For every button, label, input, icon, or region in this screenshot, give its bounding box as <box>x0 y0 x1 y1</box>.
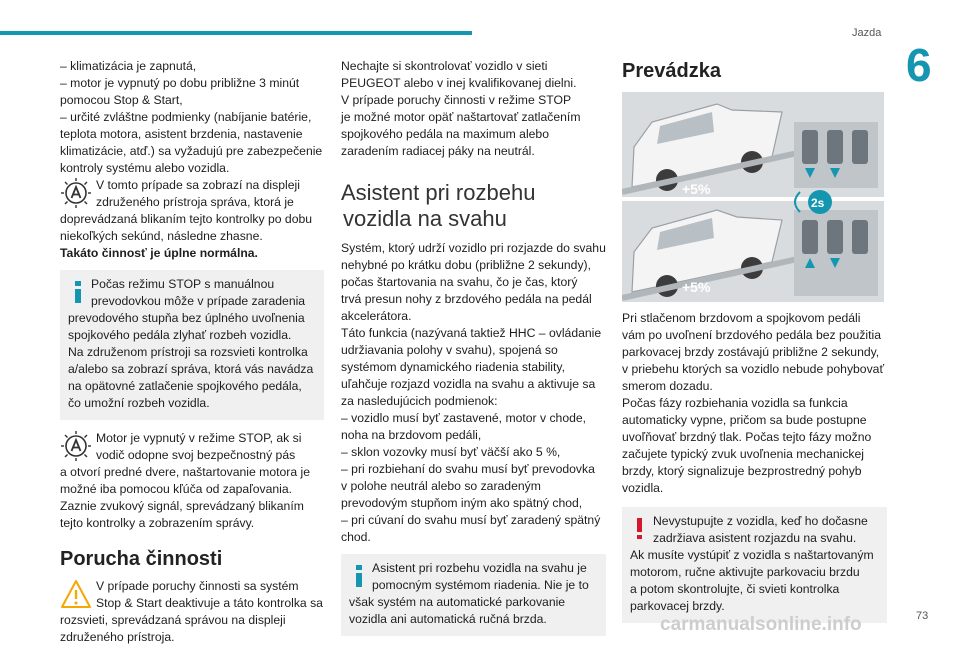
heading-line: vozidla na svahu <box>343 206 507 231</box>
text-line: prevodového stupňa bez úplného uvoľnenia <box>68 311 305 325</box>
slope-label-bottom: +5% <box>682 279 711 295</box>
text-line: však systém na automatické parkovanie <box>349 595 566 609</box>
text-line: vozidla. <box>622 481 664 495</box>
text-line: vodič odopne svoj bezpečnostný pás <box>96 448 296 462</box>
text-line: – určité zvláštne podmienky (nabíjanie batérie, <box>60 110 312 124</box>
text-line: V tomto prípade sa zobrazí na displeji <box>96 178 300 192</box>
text-line: parkovacej brzdy zostávajú približne 2 sekundy, <box>622 345 880 359</box>
text-line: prevodovkou môže v prípade zaradenia <box>91 294 306 308</box>
info-icon <box>356 565 362 587</box>
illustration-graphic <box>622 92 884 302</box>
header-accent-bar <box>0 31 472 35</box>
text-line: počas štartovania na svahu, čo je čas, ktorý <box>341 275 578 289</box>
text-line: Zaznie zvukový signál, sprevádzaný blikaním <box>60 499 304 513</box>
text-line: za nasledujúcich podmienok: <box>341 394 498 408</box>
text-line: čo umožní rozbeh vozidla. <box>68 396 210 410</box>
text-line: Počas režimu STOP s manuálnou <box>91 277 275 291</box>
text-line: nehybné po krátku dobu (približne 2 sekundy), <box>341 258 591 272</box>
conditions-list <box>60 58 324 177</box>
warning-box-do-not-exit <box>622 507 887 623</box>
text-line: kontroly systému alebo vozidla. <box>60 161 230 175</box>
text-line: zadržiava asistent rozjazdu na svahu. <box>653 531 857 545</box>
text-line: – pri cúvaní do svahu musí byť zaradený spätný <box>341 513 601 527</box>
page-number: 73 <box>916 610 929 622</box>
slope-label-top: +5% <box>682 181 711 197</box>
text-line: chod. <box>341 530 371 544</box>
info-icon <box>75 281 81 303</box>
text-line: pomocným systémom riadenia. Nie je to <box>372 578 589 592</box>
text-line: klimatizácie, atď.) sa vyžadujú pre zabezpečenie <box>60 144 323 158</box>
text-line: možné iba pomocou kľúča od zapaľovania. <box>60 482 293 496</box>
text-line: V prípade poruchy činnosti v režime STOP <box>341 93 572 107</box>
warning-triangle-icon <box>60 578 92 610</box>
text-line: systémom dynamického riadenia stability, <box>341 360 565 374</box>
seatbelt-paragraph <box>60 430 324 532</box>
text-line: Na združenom prístroji sa rozsvieti kontrolka <box>68 345 308 359</box>
info-box-driving-aid <box>341 554 606 636</box>
info-box-manual-gearbox <box>60 270 324 420</box>
text-line: udržiavania polohy v svahu), spojená so <box>341 343 558 357</box>
heading-operation: Prevádzka <box>622 60 721 82</box>
watermark: carmanualsonline.info <box>660 614 862 635</box>
text-line: Asistent pri rozbehu vozidla na svahu je <box>372 561 587 575</box>
text-line: doprevádzaná blikaním tejto kontrolky po dobu <box>60 212 313 226</box>
text-line: motorom, ručne aktivujte parkovaciu brzdu <box>630 565 860 579</box>
text-line: Nevystupujte z vozidla, keď ho dočasne <box>653 514 868 528</box>
text-line: Motor je vypnutý v režime STOP, ak si <box>96 431 302 445</box>
auto-stop-paragraph <box>60 177 324 262</box>
malfunction-paragraph <box>60 578 324 646</box>
normal-operation-note: Takáto činnosť je úplne normálna. <box>60 246 258 260</box>
text-line: rozsvieti, sprevádzaná správou na displeji <box>60 613 286 627</box>
warning-icon <box>637 518 642 539</box>
service-paragraph <box>341 58 606 160</box>
text-line: Počas fázy rozbiehania vozidla sa funkcia <box>622 396 848 410</box>
text-line: zaradením radiacej páky na neutrál. <box>341 144 535 158</box>
text-line: Ak musíte vystúpiť z vozidla s naštartovaným <box>630 548 874 562</box>
text-line: Táto funkcia (nazývaná taktiež HHC – ovládanie <box>341 326 602 340</box>
column-middle <box>341 58 606 636</box>
text-line: je možné motor opäť naštartovať zatlačením <box>341 110 581 124</box>
operation-description <box>622 310 887 497</box>
text-line: v polohe neutrál alebo so zaradeným <box>341 479 541 493</box>
text-line: v priebehu ktorých sa vozidlo nebude pohybovať <box>622 362 885 376</box>
hill-start-illustration <box>622 92 884 302</box>
column-right <box>622 58 887 623</box>
text-line: – motor je vypnutý po dobu približne 3 minút <box>60 76 300 90</box>
text-line: spojkového pedála zlyhať rozbeh vozidla. <box>68 328 292 342</box>
text-line: PEUGEOT alebo v inej kvalifikovanej dielni. <box>341 76 577 90</box>
text-line: Nechajte si skontrolovať vozidlo v sieti <box>341 59 548 73</box>
text-line: spojkového pedála na maximum alebo <box>341 127 549 141</box>
text-line: Stop & Start deaktivuje a táto kontrolka sa <box>96 596 323 610</box>
heading-line: Asistent pri rozbehu <box>341 180 536 205</box>
stop-start-warning-icon <box>60 177 92 209</box>
heading-hill-start-assist <box>341 180 606 232</box>
text-line: – vozidlo musí byť zastavené, motor v chode, <box>341 411 587 425</box>
text-line: združeného prístroja správa, ktorá je <box>96 195 294 209</box>
text-line: akcelerátora. <box>341 309 412 323</box>
text-line: a otvorí predné dvere, naštartovanie motora je <box>60 465 310 479</box>
text-line: a potom skontrolujte, či svieti kontrolka <box>630 582 840 596</box>
text-line: parkovacej brzdy. <box>630 599 725 613</box>
text-line: pomocou Stop & Start, <box>60 93 183 107</box>
text-line: Pri stlačenom brzdovom a spojkovom pedáli <box>622 311 861 325</box>
column-left <box>60 58 324 646</box>
text-line: uvoľňovať brzdný tlak. Počas tejto fázy možno <box>622 430 872 444</box>
text-line: V prípade poruchy činnosti sa systém <box>96 579 299 593</box>
section-title: Jazda <box>852 27 882 39</box>
text-line: teplota motora, asistent brzdenia, nastavenie <box>60 127 303 141</box>
chapter-number: 6 <box>906 39 932 91</box>
text-line: – sklon vozovky musí byť väčší ako 5 %, <box>341 445 561 459</box>
text-line: trvá presun nohy z brzdového pedála na pedál <box>341 292 592 306</box>
text-line: združeného prístroja. <box>60 630 175 644</box>
text-line: vám po uvoľnení brzdového pedála bez použitia <box>622 328 881 342</box>
text-line: vozidla ani automatická ručná brzda. <box>349 612 547 626</box>
text-line: noha na brzdovom pedáli, <box>341 428 482 442</box>
text-line: na opätovné zatlačenie spojkového pedála, <box>68 379 302 393</box>
timer-label: 2s <box>811 196 825 210</box>
text-line: niekoľkých sekúnd, následne zhasne. <box>60 229 263 243</box>
text-line: smerom dozadu. <box>622 379 713 393</box>
text-line: – klimatizácia je zapnutá, <box>60 59 197 73</box>
text-line: začujete typický zvuk uvoľnenia mechanickej <box>622 447 865 461</box>
text-line: brzdy, ktorý signalizuje bezprostredný pohyb <box>622 464 862 478</box>
heading-malfunction: Porucha činnosti <box>60 548 223 570</box>
text-line: automaticky vypne, pričom sa bude postupne <box>622 413 867 427</box>
text-line: uľahčuje rozjazd vozidla na svahu a aktivuje sa <box>341 377 596 391</box>
text-line: tejto kontrolky a zobrazením správy. <box>60 516 255 530</box>
text-line: Systém, ktorý udrží vozidlo pri rozjazde do svahu <box>341 241 606 255</box>
hill-assist-description <box>341 240 606 546</box>
text-line: a/alebo sa zobrazí správa, ktorá vás navádza <box>68 362 314 376</box>
stop-start-warning-icon <box>60 430 92 462</box>
text-line: – pri rozbiehaní do svahu musí byť prevodovka <box>341 462 595 476</box>
text-line: prevodovým stupňom iným ako spätný chod, <box>341 496 583 510</box>
